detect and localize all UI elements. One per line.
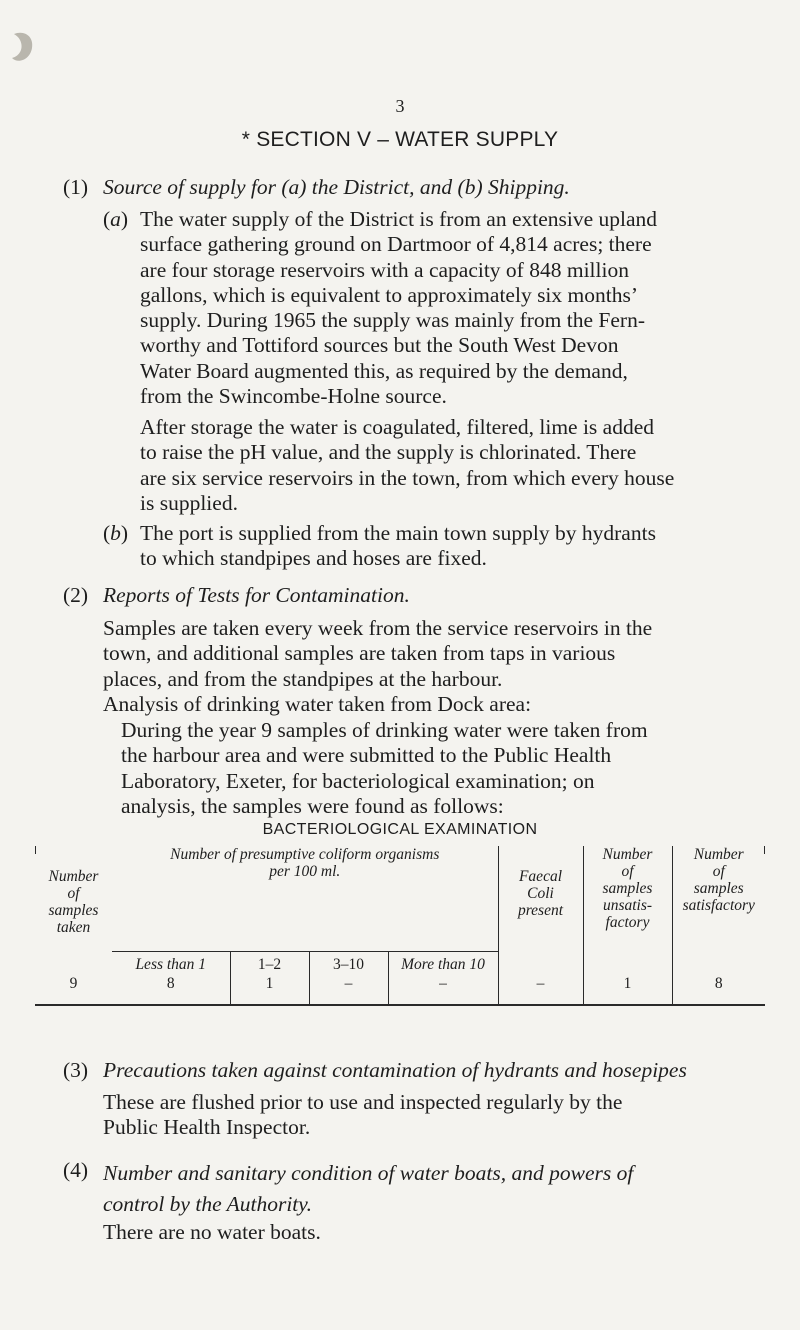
header-unsatisfactory: Number of samples unsatis- factory [583, 846, 672, 973]
header-1-2: 1–2 [230, 951, 309, 973]
table-title: BACTERIOLOGICAL EXAMINATION [262, 821, 538, 838]
section-3-text: These are flushed prior to use and inspected regularly by the Public Health Inspector. [103, 1090, 623, 1140]
section-4-number: (4) [63, 1158, 89, 1182]
item-b-text: The port is supplied from the main town supply by hydrants to which standpipes and hoses are fixed. [140, 521, 656, 571]
section-2-analysis: During the year 9 samples of drinking water were taken from the harbour area and were submitted to the Public Health Laboratory, Exeter, for bacteriological examination; on analysis, the samples were found as follows: [121, 718, 648, 818]
cell-faecal-coli: – [498, 973, 583, 1005]
cell-1-2: 1 [230, 973, 309, 1005]
item-a-continued: After storage the water is coagulated, filtered, lime is added to raise the pH value, and the supply is chlorinated. There are six service reservoirs in the town, from which every house is supplied. [140, 415, 675, 515]
page-number: 3 [395, 96, 405, 116]
section-1-number: (1) [63, 175, 89, 199]
item-a-text: The water supply of the District is from an extensive upland surface gathering ground on Dartmoor of 4,814 acres; there are four storage reservoirs with a capacity of 848 million gallons, which is equivalent to approximately six months’ supply. During 1965 the supply was mainly from the Fern- worthy and Tottiford sources but the South West Devon Water Board augmented this, as required by the demand, from the Swincombe-Holne source. [140, 207, 658, 409]
section-1-heading: Source of supply for (a) the District, and (b) Shipping. [103, 175, 570, 199]
section-3-heading: Precautions taken against contamination of hydrants and hosepipes [103, 1058, 687, 1082]
section-title: * SECTION V – WATER SUPPLY [241, 128, 559, 151]
section-2-text: Samples are taken every week from the service reservoirs in the town, and additional samples are taken from taps in various places, and from the standpipes at the harbour. Analysis of drinking water taken from Dock area: [103, 616, 653, 716]
header-more-than-10: More than 10 [388, 951, 498, 973]
item-b-label: (b) [103, 521, 129, 545]
section-3-number: (3) [63, 1058, 89, 1082]
cell-satisfactory: 8 [672, 973, 765, 1005]
section-2-heading: Reports of Tests for Contamination. [103, 583, 410, 607]
cell-3-10: – [309, 973, 388, 1005]
header-coliform-group: Number of presumptive coliform organisms per 100 ml. [112, 846, 498, 951]
header-samples-taken: Number of samples taken [48, 868, 99, 936]
cell-unsatisfactory: 1 [583, 973, 672, 1005]
header-satisfactory: Number of samples satisfactory [672, 846, 765, 973]
cell-less-than-1: 8 [166, 974, 175, 992]
corner-emblem [6, 30, 36, 66]
bacteriological-table [35, 846, 765, 1006]
item-a-label: (a) [103, 207, 129, 231]
cell-more-than-10: – [388, 973, 498, 1005]
header-faecal-coli: Faecal Coli present [498, 846, 583, 973]
section-4-text: There are no water boats. [103, 1220, 321, 1244]
header-3-10: 3–10 [309, 951, 388, 973]
section-4-heading: Number and sanitary condition of water boats, and powers of control by the Authority. [103, 1161, 634, 1216]
section-2-number: (2) [63, 583, 89, 607]
header-less-than-1: Less than 1 [135, 955, 207, 973]
cell-samples-taken: 9 [69, 974, 78, 992]
